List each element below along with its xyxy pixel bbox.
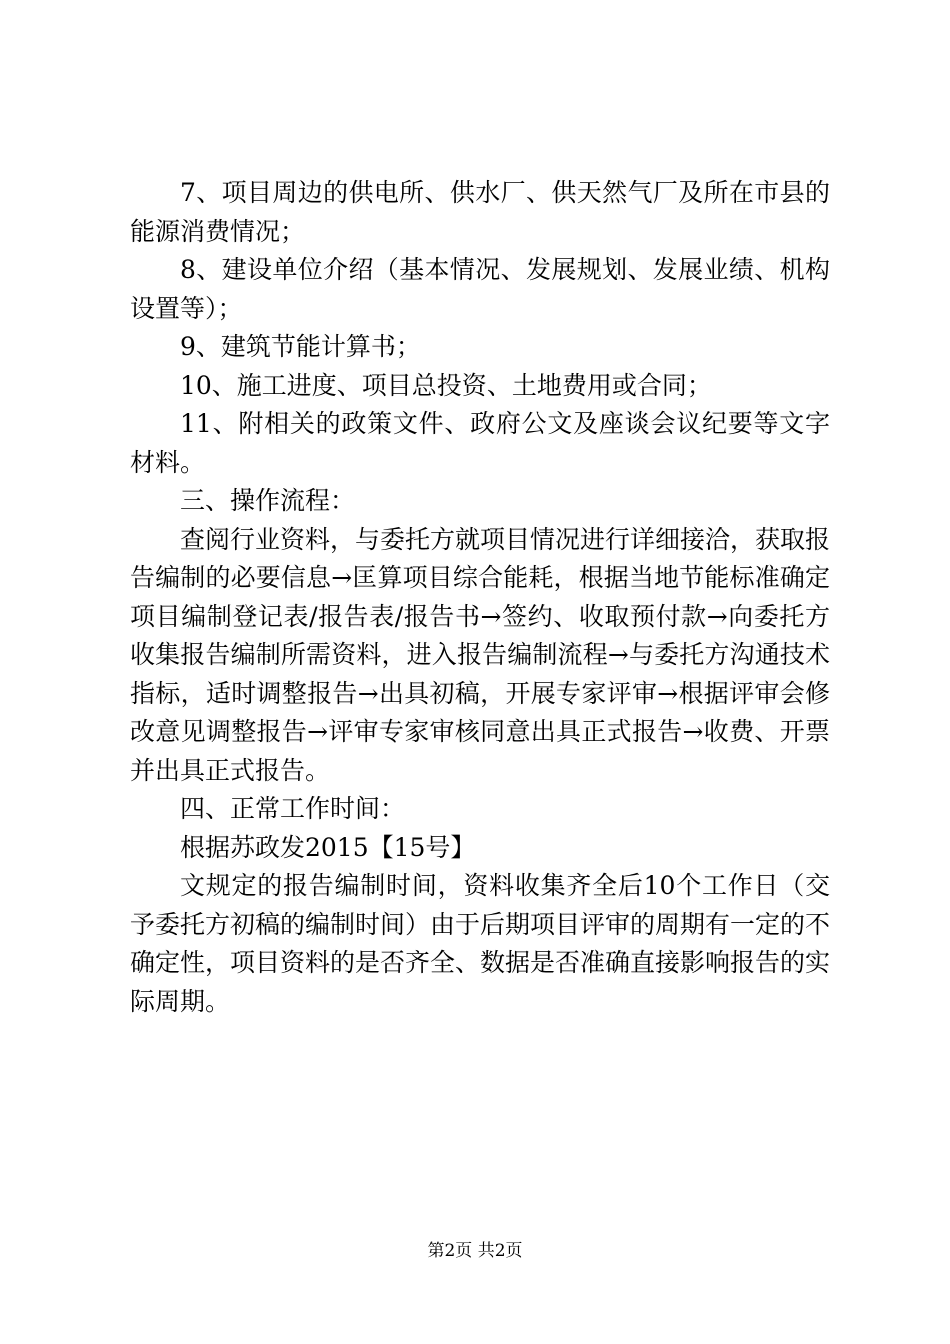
section-4-heading: 四、正常工作时间：	[180, 794, 406, 823]
item-10-paragraph: 10、施工进度、项目总投资、土地费用或合同；	[180, 370, 712, 400]
section-3-heading: 三、操作流程：	[180, 486, 356, 515]
process-paragraph: 查阅行业资料，与委托方就项目情况进行详细接洽，获取报告编制的必要信息→匡算项目综合能耗，根据当地节能标准确定项目编制登记表/报告表/报告书→签约、收取预付款→向委托方收集报告编制所需资料，进入报告编制流程→与委托方沟通技术指标，适时调整报告→出具初稿，开展专家评审→根据评审会修改意见调整报告→评审专家审核同意出具正式报告→收费、开票并出具正式报告。	[130, 524, 831, 785]
document-body	[130, 174, 830, 1021]
item-11-paragraph: 11、附相关的政策文件、政府公文及座谈会议纪要等文字材料。	[130, 409, 830, 477]
reference-line: 根据苏政发2015【15号】	[180, 832, 476, 862]
item-7-paragraph: 7、项目周边的供电所、供水厂、供天然气厂及所在市县的能源消费情况；	[130, 178, 830, 246]
item-9-paragraph: 9、建筑节能计算书；	[180, 332, 421, 361]
item-8-paragraph: 8、建设单位介绍（基本情况、发展规划、发展业绩、机构设置等）；	[130, 255, 830, 323]
page-footer: 第2页 共2页	[427, 1241, 523, 1261]
timing-paragraph: 文规定的报告编制时间，资料收集齐全后10个工作日（交予委托方初稿的编制时间）由于后期项目评审的周期有一定的不确定性，项目资料的是否齐全、数据是否准确直接影响报告的实际周期。	[130, 871, 831, 1016]
